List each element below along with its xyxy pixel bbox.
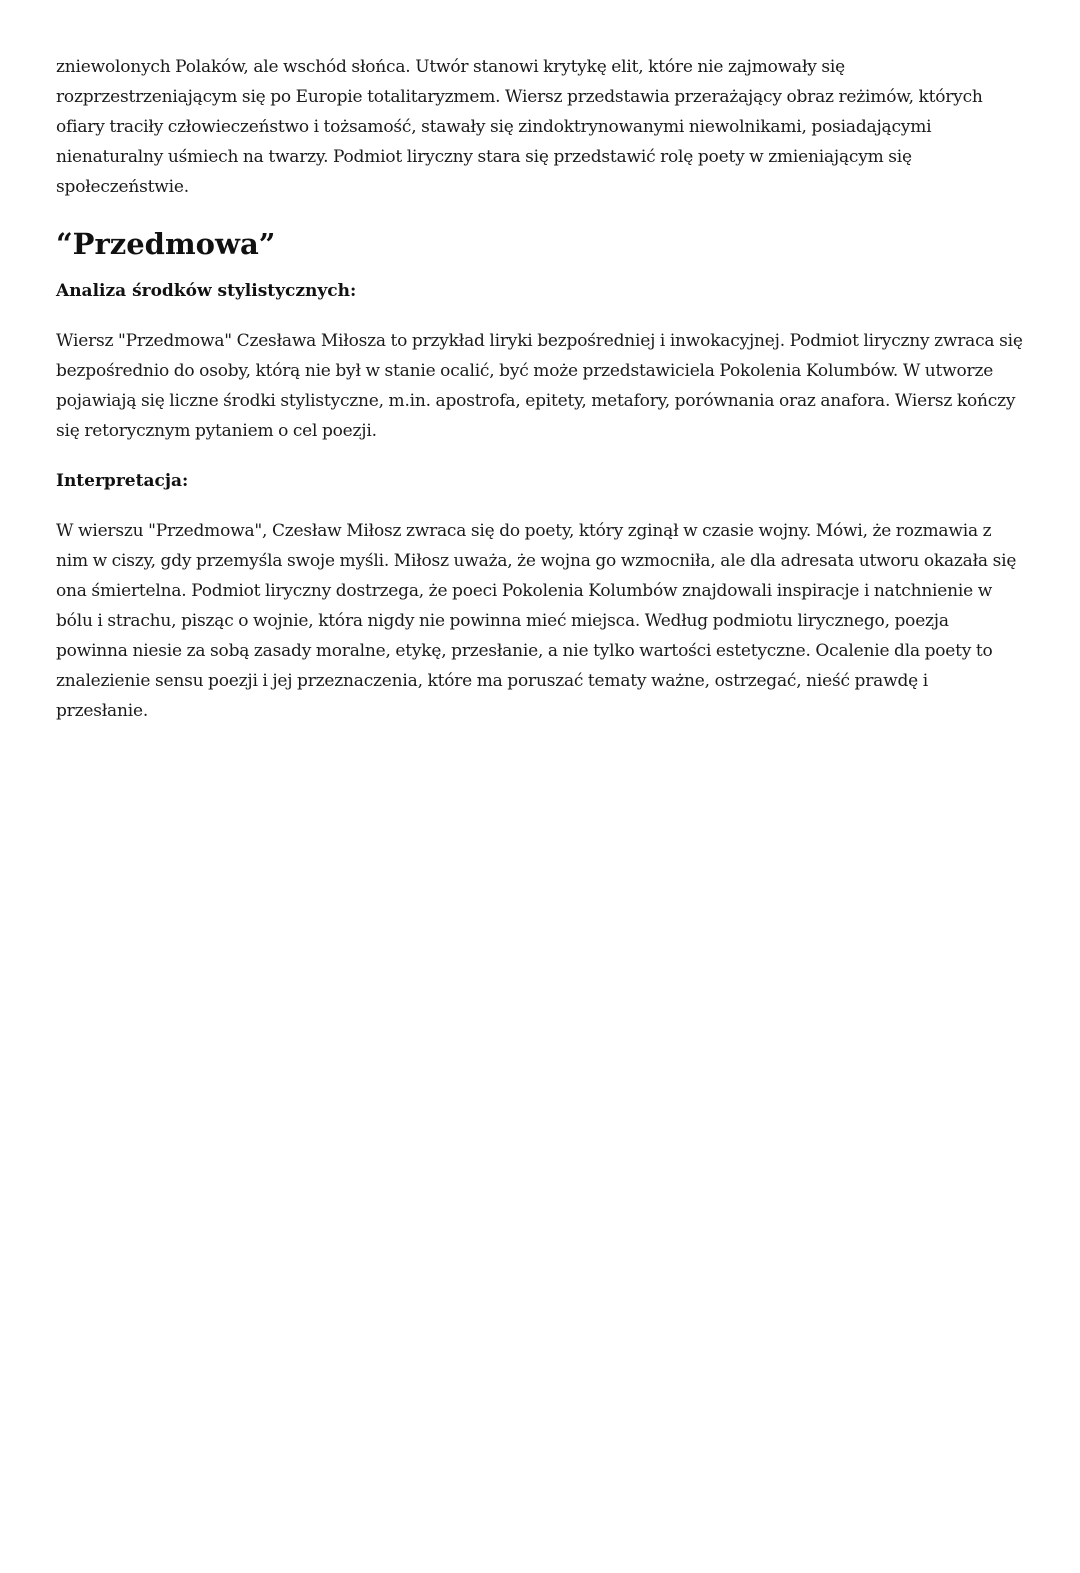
intro-paragraph: zniewolonych Polaków, ale wschód słońca. Utwór stanowi krytykę elit, które nie zajmowały się rozprzestrzeniającym się po Europie totalitaryzmem. Wiersz przedstawia przerażający obraz reżimów, których ofiary traciły człowieczeństwo i tożsamość, stawały się zindoktrynowanymi niewolnikami, posiadającymi nienaturalny uśmiech na twarzy. Podmiot liryczny stara się przedstawić rolę poety w zmieniającym się społeczeństwie. <box>56 57 983 197</box>
document-page <box>56 52 1024 726</box>
analysis-heading: Analiza środków stylistycznych: <box>56 281 357 301</box>
interpretation-paragraph: W wierszu "Przedmowa", Czesław Miłosz zwraca się do poety, który zginął w czasie wojny. Mówi, że rozmawia z nim w ciszy, gdy przemyśla swoje myśli. Miłosz uważa, że wojna go wzmocniła, ale dla adresata utworu okazała się ona śmiertelna. Podmiot liryczny dostrzega, że poeci Pokolenia Kolumbów znajdowali inspiracje i natchnienie w bólu i strachu, pisząc o wojnie, która nigdy nie powinna mieć miejsca. Według podmiotu lirycznego, poezja powinna niesie za sobą zasady moralne, etykę, przesłanie, a nie tylko wartości estetyczne. Ocalenie dla poety to znalezienie sensu poezji i jej przeznaczenia, które ma poruszać tematy ważne, ostrzegać, nieść prawdę i przesłanie. <box>56 521 1017 721</box>
analysis-paragraph: Wiersz "Przedmowa" Czesława Miłosza to przykład liryki bezpośredniej i inwokacyjnej. Podmiot liryczny zwraca się bezpośrednio do osoby, którą nie był w stanie ocalić, być może przedstawiciela Pokolenia Kolumbów. W utworze pojawiają się liczne środki stylistyczne, m.in. apostrofa, epitety, metafory, porównania oraz anafora. Wiersz kończy się retorycznym pytaniem o cel poezji. <box>56 331 1023 441</box>
section-title: “Przedmowa” <box>56 227 276 261</box>
interpretation-heading: Interpretacja: <box>56 471 189 491</box>
